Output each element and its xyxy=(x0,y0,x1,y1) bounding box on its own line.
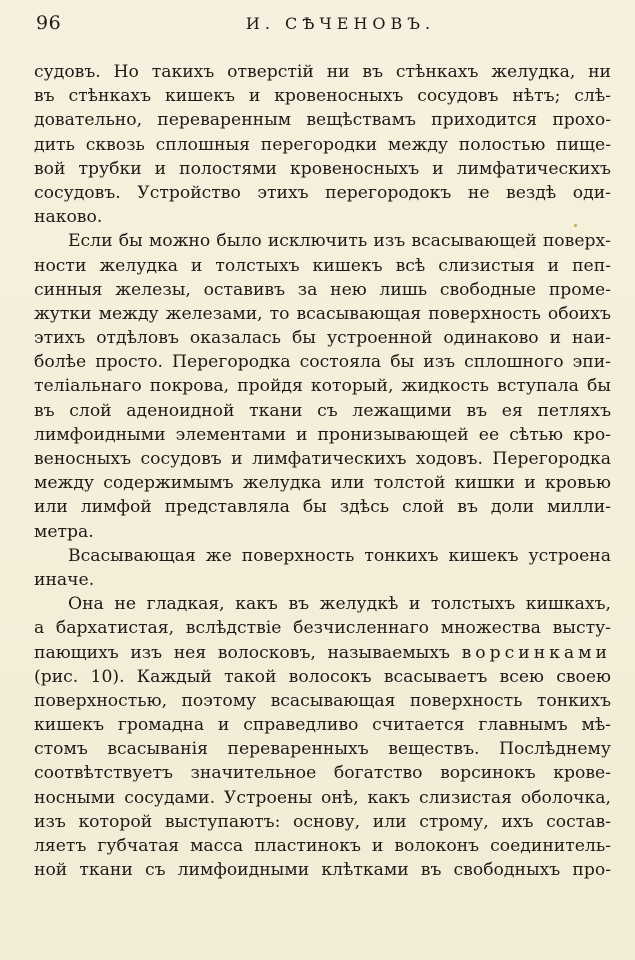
text-line-content: поверхностью, поэтому всасывающая поверхность тонкихъ xyxy=(34,690,611,711)
text-line-content: ности желудка и толстыхъ кишекъ всѣ слизистыя и пеп- xyxy=(34,255,611,276)
text-line-content: Она не гладкая, какъ въ желудкѣ и толстыхъ кишкахъ, xyxy=(68,594,611,615)
text-line-content: дить сквозь сплошныя перегородки между полостью пище- xyxy=(34,134,611,155)
spaced-term: ворсинками xyxy=(461,642,611,663)
text-line-content: довательно, переваренным вещѣствамъ приходится прохо- xyxy=(34,110,611,131)
text-line-content: ной ткани съ лимфоидными клѣтками въ свободныхъ про- xyxy=(34,860,611,881)
text-line-content: синныя железы, оставивъ за нею лишь свободные проме- xyxy=(34,279,611,300)
text-line-content: наково. xyxy=(34,207,103,228)
running-title: И. СѢЧЕНОВЪ. xyxy=(245,14,436,33)
text-line xyxy=(34,616,611,640)
page-header xyxy=(36,12,605,40)
text-line xyxy=(34,108,611,132)
text-line-content: въ слой аденоидной ткани съ лежащими въ ея петляхъ xyxy=(34,400,611,421)
text-line xyxy=(34,447,611,471)
text-line-content: а бархатистая, вслѣдствіе безчисленнаго множества высту- xyxy=(34,618,611,639)
text-line-content: этихъ отдѣловъ оказалась бы устроенной одинаково и наи- xyxy=(34,328,611,349)
text-line xyxy=(34,374,611,398)
text-line-content: носными сосудами. Устроены онѣ, какъ слизистая оболочка, xyxy=(34,787,611,808)
text-line-content: теліальнаго покрова, пройдя который, жидкость вступала бы xyxy=(34,376,611,397)
body-text xyxy=(34,60,611,882)
text-line xyxy=(34,278,611,302)
text-line xyxy=(34,350,611,374)
text-line xyxy=(34,302,611,326)
text-line-content: сосудовъ. Устройство этихъ перегородокъ не вездѣ оди- xyxy=(34,182,611,203)
text-line-content: стомъ всасыванія переваренныхъ веществъ. Послѣднему xyxy=(34,739,611,760)
page-number: 96 xyxy=(36,12,62,34)
text-line-content: соотвѣтствуетъ значительное богатство ворсинокъ крове- xyxy=(34,763,611,784)
text-line xyxy=(34,592,611,616)
text-line xyxy=(34,641,611,665)
text-line xyxy=(34,133,611,157)
text-line-content: между содержимымъ желудка или толстой кишки и кровью xyxy=(34,473,611,494)
text-line-content: вой трубки и полостями кровеносныхъ и лимфатическихъ xyxy=(34,158,611,179)
text-line-content: лимфоидными элементами и пронизывающей ее сѣтью кро- xyxy=(34,424,611,445)
text-line xyxy=(34,471,611,495)
text-line-content: иначе. xyxy=(34,569,95,590)
text-line xyxy=(34,689,611,713)
text-line-content: болѣе просто. Перегородка состояла бы изъ сплошного эпи- xyxy=(34,352,611,373)
text-line xyxy=(34,423,611,447)
text-line-content: или лимфой представляла бы здѣсь слой въ доли милли- xyxy=(34,497,611,518)
text-line xyxy=(34,786,611,810)
text-line xyxy=(34,810,611,834)
text-line xyxy=(34,326,611,350)
text-line xyxy=(34,737,611,761)
text-line-content: изъ которой выступаютъ: основу, или строму, ихъ состав- xyxy=(34,811,611,832)
text-line xyxy=(34,205,611,229)
text-line xyxy=(34,544,611,568)
text-line-content: (рис. 10). Каждый такой волосокъ всасываетъ всею своею xyxy=(34,666,611,687)
text-line xyxy=(34,157,611,181)
text-line-content: кишекъ громадна и справедливо считается главнымъ мѣ- xyxy=(34,715,611,736)
text-line xyxy=(34,568,611,592)
text-line-content: веносныхъ сосудовъ и лимфатическихъ ходовъ. Перегородка xyxy=(34,449,611,469)
text-line xyxy=(34,495,611,519)
text-line xyxy=(34,858,611,882)
text-line xyxy=(34,399,611,423)
text-line-content: пающихъ изъ нея волосковъ, называемыхъ xyxy=(34,642,450,663)
text-line-content: судовъ. Но такихъ отверстій ни въ стѣнкахъ желудка, ни xyxy=(34,62,611,82)
text-line-content: метра. xyxy=(34,521,94,542)
text-line xyxy=(34,181,611,205)
text-line-content: жутки между железами, то всасывающая поверхность обоихъ xyxy=(34,303,611,324)
text-line-content: ляетъ губчатая масса пластинокъ и волоконъ соединитель- xyxy=(34,836,611,856)
text-line xyxy=(34,665,611,689)
text-line xyxy=(34,713,611,737)
text-line xyxy=(34,520,611,544)
text-line xyxy=(34,254,611,278)
text-line-content: въ стѣнкахъ кишекъ и кровеносныхъ сосудовъ нѣтъ; слѣ- xyxy=(34,86,611,107)
text-line xyxy=(34,84,611,108)
text-line-content: Если бы можно было исключить изъ всасывающей поверх- xyxy=(68,231,611,252)
text-line xyxy=(34,761,611,785)
text-line xyxy=(34,60,611,84)
text-line-content: Всасывающая же поверхность тонкихъ кишекъ устроена xyxy=(68,545,611,566)
ink-speck xyxy=(574,224,577,227)
text-line xyxy=(34,834,611,858)
text-line xyxy=(34,229,611,253)
